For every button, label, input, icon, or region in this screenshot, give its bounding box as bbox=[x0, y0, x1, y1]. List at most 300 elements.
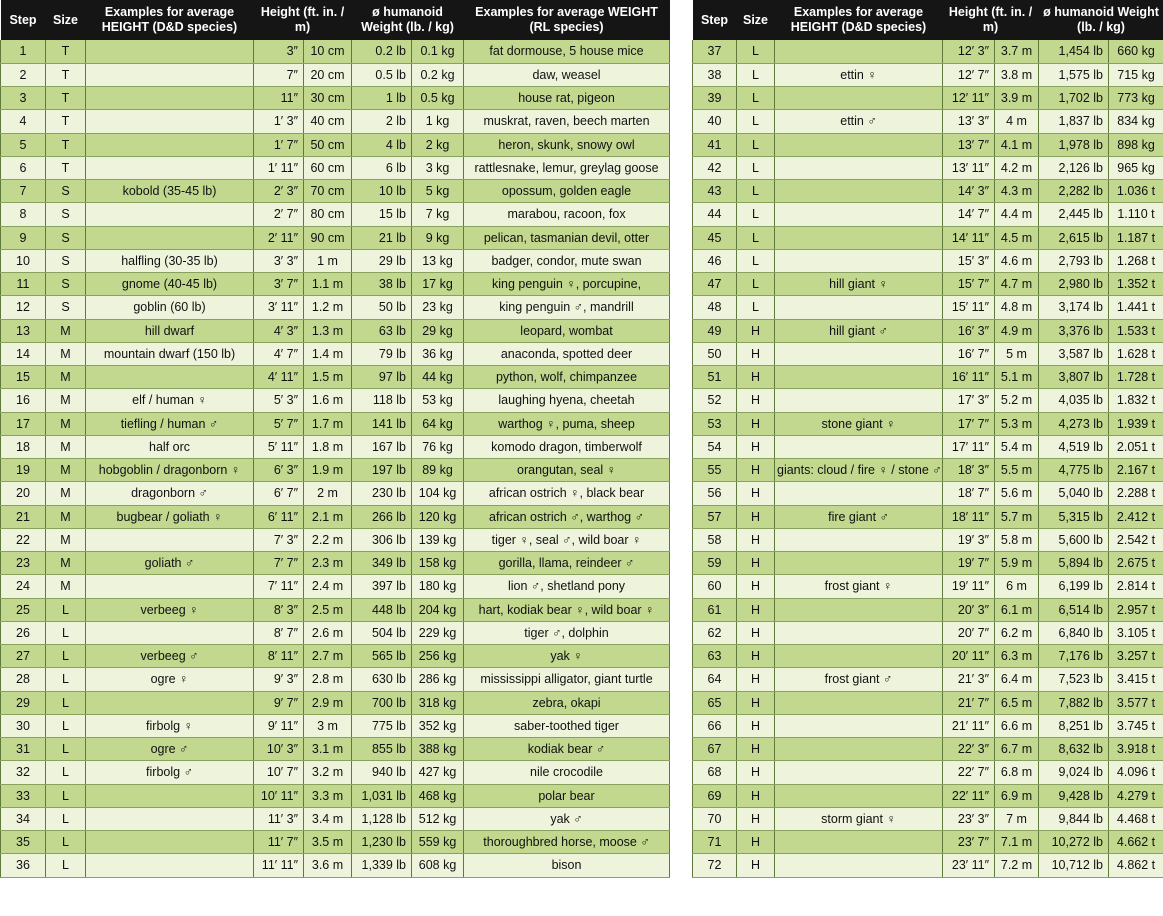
height-ft-cell: 19′ 3″ bbox=[943, 528, 995, 551]
table-row bbox=[693, 389, 1163, 412]
height-ft-cell: 7′ 11″ bbox=[254, 575, 304, 598]
size-cell: H bbox=[737, 482, 775, 505]
weight-lb-cell: 8,251 lb bbox=[1039, 714, 1109, 737]
height-example-cell bbox=[775, 203, 943, 226]
size-cell: S bbox=[46, 226, 86, 249]
weight-lb-cell: 397 lb bbox=[352, 575, 412, 598]
height-m-cell: 1.1 m bbox=[304, 273, 352, 296]
weight-lb-cell: 2,615 lb bbox=[1039, 226, 1109, 249]
height-example-cell: halfling (30-35 lb) bbox=[86, 249, 254, 272]
size-cell: H bbox=[737, 714, 775, 737]
height-m-cell: 2.1 m bbox=[304, 505, 352, 528]
height-m-cell: 80 cm bbox=[304, 203, 352, 226]
step-cell: 6 bbox=[1, 156, 46, 179]
size-cell: S bbox=[46, 203, 86, 226]
header-step: Step bbox=[1, 0, 46, 40]
header-step: Step bbox=[693, 0, 737, 40]
step-cell: 65 bbox=[693, 691, 737, 714]
weight-lb-cell: 21 lb bbox=[352, 226, 412, 249]
size-cell: S bbox=[46, 180, 86, 203]
weight-kg-cell: 5 kg bbox=[412, 180, 464, 203]
weight-kg-cell: 2.288 t bbox=[1109, 482, 1163, 505]
size-cell: L bbox=[46, 831, 86, 854]
weight-lb-cell: 9,024 lb bbox=[1039, 761, 1109, 784]
size-cell: L bbox=[46, 645, 86, 668]
weight-lb-cell: 2,980 lb bbox=[1039, 273, 1109, 296]
weight-lb-cell: 38 lb bbox=[352, 273, 412, 296]
height-m-cell: 40 cm bbox=[304, 110, 352, 133]
height-ft-cell: 4′ 11″ bbox=[254, 366, 304, 389]
weight-example-cell: orangutan, seal ♀ bbox=[464, 459, 670, 482]
step-cell: 42 bbox=[693, 156, 737, 179]
height-example-cell bbox=[86, 621, 254, 644]
height-example-cell bbox=[775, 784, 943, 807]
table-row bbox=[1, 296, 670, 319]
height-m-cell: 2.3 m bbox=[304, 552, 352, 575]
step-cell: 56 bbox=[693, 482, 737, 505]
step-cell: 68 bbox=[693, 761, 737, 784]
height-m-cell: 5.8 m bbox=[995, 528, 1039, 551]
weight-example-cell: bison bbox=[464, 854, 670, 877]
weight-kg-cell: 1.533 t bbox=[1109, 319, 1163, 342]
step-cell: 51 bbox=[693, 366, 737, 389]
table-row bbox=[693, 63, 1163, 86]
step-cell: 46 bbox=[693, 249, 737, 272]
table-row bbox=[693, 87, 1163, 110]
weight-kg-cell: 1.628 t bbox=[1109, 342, 1163, 365]
weight-kg-cell: 1.268 t bbox=[1109, 249, 1163, 272]
weight-kg-cell: 1.110 t bbox=[1109, 203, 1163, 226]
weight-kg-cell: 256 kg bbox=[412, 645, 464, 668]
table-row bbox=[693, 598, 1163, 621]
step-cell: 71 bbox=[693, 831, 737, 854]
weight-lb-cell: 2 lb bbox=[352, 110, 412, 133]
table-row bbox=[693, 691, 1163, 714]
step-cell: 40 bbox=[693, 110, 737, 133]
table-row bbox=[1, 203, 670, 226]
table-row bbox=[1, 435, 670, 458]
table-row bbox=[1, 63, 670, 86]
weight-kg-cell: 2.957 t bbox=[1109, 598, 1163, 621]
height-example-cell: verbeeg ♂ bbox=[86, 645, 254, 668]
size-cell: M bbox=[46, 435, 86, 458]
weight-lb-cell: 1,454 lb bbox=[1039, 40, 1109, 63]
table-row bbox=[693, 133, 1163, 156]
height-ft-cell: 4′ 3″ bbox=[254, 319, 304, 342]
weight-lb-cell: 1,837 lb bbox=[1039, 110, 1109, 133]
header-height: Height (ft. in. / m) bbox=[943, 0, 1039, 40]
weight-lb-cell: 775 lb bbox=[352, 714, 412, 737]
table-row bbox=[693, 40, 1163, 63]
weight-kg-cell: 4.279 t bbox=[1109, 784, 1163, 807]
weight-example-cell: badger, condor, mute swan bbox=[464, 249, 670, 272]
step-cell: 29 bbox=[1, 691, 46, 714]
height-example-cell bbox=[775, 645, 943, 668]
height-ft-cell: 1′ 11″ bbox=[254, 156, 304, 179]
step-cell: 34 bbox=[1, 807, 46, 830]
table-row bbox=[693, 552, 1163, 575]
height-example-cell bbox=[86, 87, 254, 110]
height-m-cell: 6.5 m bbox=[995, 691, 1039, 714]
step-cell: 9 bbox=[1, 226, 46, 249]
step-cell: 53 bbox=[693, 412, 737, 435]
table-row bbox=[693, 435, 1163, 458]
size-cell: H bbox=[737, 459, 775, 482]
size-cell: L bbox=[46, 761, 86, 784]
size-cell: L bbox=[737, 203, 775, 226]
table-row bbox=[1, 738, 670, 761]
height-example-cell bbox=[86, 63, 254, 86]
step-cell: 16 bbox=[1, 389, 46, 412]
height-ft-cell: 12′ 7″ bbox=[943, 63, 995, 86]
header-size: Size bbox=[737, 0, 775, 40]
height-ft-cell: 13′ 3″ bbox=[943, 110, 995, 133]
height-ft-cell: 13′ 7″ bbox=[943, 133, 995, 156]
size-cell: S bbox=[46, 296, 86, 319]
size-cell: T bbox=[46, 133, 86, 156]
height-example-cell: frost giant ♀ bbox=[775, 575, 943, 598]
size-cell: M bbox=[46, 389, 86, 412]
size-cell: L bbox=[737, 63, 775, 86]
table-row bbox=[693, 110, 1163, 133]
weight-lb-cell: 4,273 lb bbox=[1039, 412, 1109, 435]
step-cell: 70 bbox=[693, 807, 737, 830]
height-ft-cell: 9′ 3″ bbox=[254, 668, 304, 691]
weight-lb-cell: 1 lb bbox=[352, 87, 412, 110]
size-cell: L bbox=[46, 854, 86, 877]
weight-kg-cell: 13 kg bbox=[412, 249, 464, 272]
size-cell: L bbox=[46, 668, 86, 691]
size-cell: M bbox=[46, 412, 86, 435]
height-m-cell: 4.3 m bbox=[995, 180, 1039, 203]
table-row bbox=[1, 482, 670, 505]
table-row bbox=[693, 831, 1163, 854]
height-example-cell bbox=[775, 598, 943, 621]
weight-lb-cell: 1,978 lb bbox=[1039, 133, 1109, 156]
height-ft-cell: 16′ 7″ bbox=[943, 342, 995, 365]
step-cell: 12 bbox=[1, 296, 46, 319]
height-m-cell: 6.3 m bbox=[995, 645, 1039, 668]
weight-lb-cell: 141 lb bbox=[352, 412, 412, 435]
height-ft-cell: 8′ 11″ bbox=[254, 645, 304, 668]
weight-example-cell: heron, skunk, snowy owl bbox=[464, 133, 670, 156]
weight-lb-cell: 230 lb bbox=[352, 482, 412, 505]
weight-lb-cell: 700 lb bbox=[352, 691, 412, 714]
size-cell: H bbox=[737, 668, 775, 691]
weight-kg-cell: 64 kg bbox=[412, 412, 464, 435]
weight-example-cell: nile crocodile bbox=[464, 761, 670, 784]
weight-example-cell: gorilla, llama, reindeer ♂ bbox=[464, 552, 670, 575]
weight-example-cell: leopard, wombat bbox=[464, 319, 670, 342]
step-cell: 44 bbox=[693, 203, 737, 226]
height-ft-cell: 15′ 3″ bbox=[943, 249, 995, 272]
step-cell: 30 bbox=[1, 714, 46, 737]
step-cell: 15 bbox=[1, 366, 46, 389]
size-cell: H bbox=[737, 598, 775, 621]
table-row bbox=[693, 505, 1163, 528]
table-row bbox=[1, 645, 670, 668]
table-row bbox=[1, 598, 670, 621]
weight-example-cell: laughing hyena, cheetah bbox=[464, 389, 670, 412]
height-example-cell bbox=[86, 691, 254, 714]
header-height-examples: Examples for average HEIGHT (D&D species) bbox=[86, 0, 254, 40]
height-m-cell: 3 m bbox=[304, 714, 352, 737]
size-cell: L bbox=[46, 714, 86, 737]
size-cell: M bbox=[46, 342, 86, 365]
weight-lb-cell: 79 lb bbox=[352, 342, 412, 365]
height-ft-cell: 3′ 3″ bbox=[254, 249, 304, 272]
size-cell: L bbox=[46, 784, 86, 807]
weight-kg-cell: 0.2 kg bbox=[412, 63, 464, 86]
weight-example-cell: daw, weasel bbox=[464, 63, 670, 86]
height-ft-cell: 14′ 7″ bbox=[943, 203, 995, 226]
weight-lb-cell: 1,031 lb bbox=[352, 784, 412, 807]
height-m-cell: 1.9 m bbox=[304, 459, 352, 482]
height-m-cell: 7.1 m bbox=[995, 831, 1039, 854]
height-example-cell bbox=[775, 342, 943, 365]
height-example-cell bbox=[775, 552, 943, 575]
height-example-cell bbox=[775, 691, 943, 714]
step-cell: 5 bbox=[1, 133, 46, 156]
height-m-cell: 6.4 m bbox=[995, 668, 1039, 691]
table-row bbox=[693, 528, 1163, 551]
size-cell: M bbox=[46, 319, 86, 342]
weight-kg-cell: 898 kg bbox=[1109, 133, 1163, 156]
weight-kg-cell: 773 kg bbox=[1109, 87, 1163, 110]
weight-lb-cell: 10 lb bbox=[352, 180, 412, 203]
height-m-cell: 1.7 m bbox=[304, 412, 352, 435]
height-example-cell bbox=[86, 831, 254, 854]
table-row bbox=[693, 342, 1163, 365]
step-cell: 22 bbox=[1, 528, 46, 551]
table-row bbox=[1, 505, 670, 528]
weight-kg-cell: 139 kg bbox=[412, 528, 464, 551]
step-cell: 2 bbox=[1, 63, 46, 86]
height-m-cell: 30 cm bbox=[304, 87, 352, 110]
step-cell: 18 bbox=[1, 435, 46, 458]
table-row bbox=[1, 854, 670, 877]
weight-lb-cell: 5,040 lb bbox=[1039, 482, 1109, 505]
table-row bbox=[693, 249, 1163, 272]
height-example-cell bbox=[775, 366, 943, 389]
height-ft-cell: 4′ 7″ bbox=[254, 342, 304, 365]
weight-example-cell: king penguin ♂, mandrill bbox=[464, 296, 670, 319]
weight-lb-cell: 5,600 lb bbox=[1039, 528, 1109, 551]
weight-kg-cell: 318 kg bbox=[412, 691, 464, 714]
header-height-examples: Examples for average HEIGHT (D&D species) bbox=[775, 0, 943, 40]
size-cell: H bbox=[737, 854, 775, 877]
table-row bbox=[1, 342, 670, 365]
height-m-cell: 20 cm bbox=[304, 63, 352, 86]
height-m-cell: 2.7 m bbox=[304, 645, 352, 668]
size-cell: L bbox=[46, 691, 86, 714]
weight-lb-cell: 6,840 lb bbox=[1039, 621, 1109, 644]
height-example-cell bbox=[86, 133, 254, 156]
size-cell: L bbox=[46, 807, 86, 830]
weight-lb-cell: 2,126 lb bbox=[1039, 156, 1109, 179]
height-ft-cell: 8′ 3″ bbox=[254, 598, 304, 621]
size-cell: L bbox=[46, 738, 86, 761]
table-row bbox=[693, 575, 1163, 598]
table-row bbox=[1, 273, 670, 296]
weight-lb-cell: 3,807 lb bbox=[1039, 366, 1109, 389]
weight-lb-cell: 2,282 lb bbox=[1039, 180, 1109, 203]
weight-kg-cell: 158 kg bbox=[412, 552, 464, 575]
step-cell: 1 bbox=[1, 40, 46, 63]
height-example-cell: ogre ♂ bbox=[86, 738, 254, 761]
size-cell: H bbox=[737, 505, 775, 528]
step-cell: 49 bbox=[693, 319, 737, 342]
step-cell: 72 bbox=[693, 854, 737, 877]
height-m-cell: 6 m bbox=[995, 575, 1039, 598]
step-cell: 54 bbox=[693, 435, 737, 458]
weight-example-cell: house rat, pigeon bbox=[464, 87, 670, 110]
size-cell: H bbox=[737, 691, 775, 714]
height-ft-cell: 13′ 11″ bbox=[943, 156, 995, 179]
height-m-cell: 3.4 m bbox=[304, 807, 352, 830]
weight-kg-cell: 715 kg bbox=[1109, 63, 1163, 86]
height-ft-cell: 21′ 7″ bbox=[943, 691, 995, 714]
table-row bbox=[693, 854, 1163, 877]
weight-lb-cell: 8,632 lb bbox=[1039, 738, 1109, 761]
weight-lb-cell: 4,519 lb bbox=[1039, 435, 1109, 458]
height-ft-cell: 2′ 7″ bbox=[254, 203, 304, 226]
size-cell: L bbox=[737, 133, 775, 156]
step-cell: 45 bbox=[693, 226, 737, 249]
table-row bbox=[1, 249, 670, 272]
height-m-cell: 6.6 m bbox=[995, 714, 1039, 737]
weight-example-cell: lion ♂, shetland pony bbox=[464, 575, 670, 598]
weight-kg-cell: 1.832 t bbox=[1109, 389, 1163, 412]
height-ft-cell: 2′ 11″ bbox=[254, 226, 304, 249]
table-row bbox=[1, 831, 670, 854]
weight-kg-cell: 512 kg bbox=[412, 807, 464, 830]
step-cell: 24 bbox=[1, 575, 46, 598]
size-cell: H bbox=[737, 575, 775, 598]
height-ft-cell: 3′ 7″ bbox=[254, 273, 304, 296]
height-m-cell: 1.4 m bbox=[304, 342, 352, 365]
step-cell: 33 bbox=[1, 784, 46, 807]
step-cell: 43 bbox=[693, 180, 737, 203]
weight-kg-cell: 660 kg bbox=[1109, 40, 1163, 63]
weight-example-cell: fat dormouse, 5 house mice bbox=[464, 40, 670, 63]
size-cell: T bbox=[46, 110, 86, 133]
weight-lb-cell: 6,199 lb bbox=[1039, 575, 1109, 598]
height-m-cell: 4 m bbox=[995, 110, 1039, 133]
height-m-cell: 6.1 m bbox=[995, 598, 1039, 621]
weight-example-cell: marabou, racoon, fox bbox=[464, 203, 670, 226]
height-m-cell: 10 cm bbox=[304, 40, 352, 63]
height-m-cell: 90 cm bbox=[304, 226, 352, 249]
weight-kg-cell: 17 kg bbox=[412, 273, 464, 296]
step-cell: 27 bbox=[1, 645, 46, 668]
size-cell: L bbox=[737, 180, 775, 203]
height-example-cell bbox=[86, 784, 254, 807]
weight-kg-cell: 2.051 t bbox=[1109, 435, 1163, 458]
height-ft-cell: 21′ 3″ bbox=[943, 668, 995, 691]
weight-kg-cell: 1.036 t bbox=[1109, 180, 1163, 203]
weight-lb-cell: 9,428 lb bbox=[1039, 784, 1109, 807]
table-row bbox=[693, 807, 1163, 830]
step-cell: 14 bbox=[1, 342, 46, 365]
height-ft-cell: 8′ 7″ bbox=[254, 621, 304, 644]
height-ft-cell: 21′ 11″ bbox=[943, 714, 995, 737]
height-ft-cell: 11″ bbox=[254, 87, 304, 110]
size-cell: S bbox=[46, 273, 86, 296]
height-m-cell: 5.5 m bbox=[995, 459, 1039, 482]
height-example-cell: giants: cloud / fire ♀ / stone ♂ bbox=[775, 459, 943, 482]
height-m-cell: 4.8 m bbox=[995, 296, 1039, 319]
weight-kg-cell: 7 kg bbox=[412, 203, 464, 226]
size-cell: H bbox=[737, 784, 775, 807]
weight-lb-cell: 940 lb bbox=[352, 761, 412, 784]
table-row bbox=[1, 40, 670, 63]
height-m-cell: 1.5 m bbox=[304, 366, 352, 389]
height-ft-cell: 12′ 11″ bbox=[943, 87, 995, 110]
height-ft-cell: 22′ 11″ bbox=[943, 784, 995, 807]
size-cell: H bbox=[737, 552, 775, 575]
step-cell: 62 bbox=[693, 621, 737, 644]
height-example-cell: hill dwarf bbox=[86, 319, 254, 342]
height-m-cell: 70 cm bbox=[304, 180, 352, 203]
weight-lb-cell: 3,376 lb bbox=[1039, 319, 1109, 342]
table-row bbox=[693, 180, 1163, 203]
step-cell: 8 bbox=[1, 203, 46, 226]
weight-example-cell: saber-toothed tiger bbox=[464, 714, 670, 737]
step-cell: 61 bbox=[693, 598, 737, 621]
header-height: Height (ft. in. / m) bbox=[254, 0, 352, 40]
size-cell: T bbox=[46, 40, 86, 63]
height-example-cell bbox=[775, 249, 943, 272]
height-m-cell: 3.1 m bbox=[304, 738, 352, 761]
weight-kg-cell: 2 kg bbox=[412, 133, 464, 156]
height-ft-cell: 15′ 11″ bbox=[943, 296, 995, 319]
size-cell: M bbox=[46, 528, 86, 551]
height-example-cell: ettin ♀ bbox=[775, 63, 943, 86]
height-example-cell bbox=[775, 40, 943, 63]
table-row bbox=[1, 668, 670, 691]
step-cell: 48 bbox=[693, 296, 737, 319]
height-example-cell: stone giant ♀ bbox=[775, 412, 943, 435]
size-cell: L bbox=[737, 296, 775, 319]
step-cell: 31 bbox=[1, 738, 46, 761]
table-row bbox=[1, 180, 670, 203]
weight-kg-cell: 427 kg bbox=[412, 761, 464, 784]
height-m-cell: 2.4 m bbox=[304, 575, 352, 598]
weight-kg-cell: 0.5 kg bbox=[412, 87, 464, 110]
weight-lb-cell: 5,894 lb bbox=[1039, 552, 1109, 575]
size-cell: H bbox=[737, 807, 775, 830]
header-row bbox=[1, 0, 670, 40]
weight-lb-cell: 349 lb bbox=[352, 552, 412, 575]
weight-lb-cell: 0.5 lb bbox=[352, 63, 412, 86]
height-example-cell: tiefling / human ♂ bbox=[86, 412, 254, 435]
table-row bbox=[693, 366, 1163, 389]
step-cell: 66 bbox=[693, 714, 737, 737]
table-row bbox=[1, 714, 670, 737]
size-cell: T bbox=[46, 87, 86, 110]
weight-lb-cell: 4,035 lb bbox=[1039, 389, 1109, 412]
height-ft-cell: 17′ 3″ bbox=[943, 389, 995, 412]
step-cell: 3 bbox=[1, 87, 46, 110]
weight-kg-cell: 1.441 t bbox=[1109, 296, 1163, 319]
weight-lb-cell: 565 lb bbox=[352, 645, 412, 668]
height-example-cell bbox=[86, 110, 254, 133]
height-m-cell: 4.9 m bbox=[995, 319, 1039, 342]
height-example-cell: half orc bbox=[86, 435, 254, 458]
weight-lb-cell: 97 lb bbox=[352, 366, 412, 389]
height-m-cell: 5.6 m bbox=[995, 482, 1039, 505]
